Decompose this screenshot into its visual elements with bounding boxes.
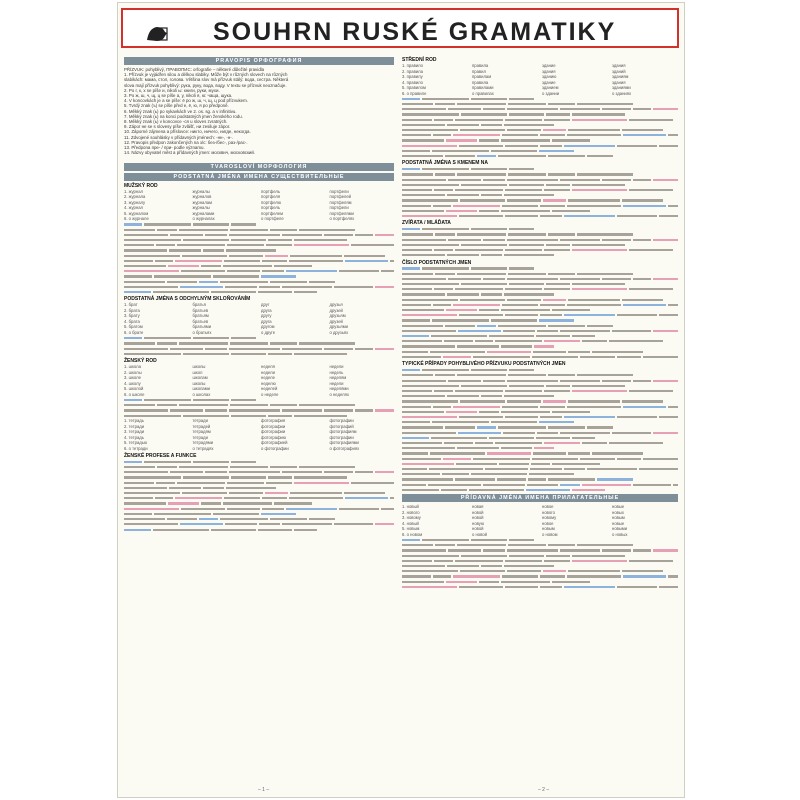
- text-block: [402, 96, 678, 158]
- pravopis-line: 7. Měkký znak (ь) na konci podstatných jmen ženského rodu.: [124, 113, 243, 119]
- table-cell: 2. брата: [124, 307, 140, 313]
- table-cell: тетрадям: [192, 429, 211, 435]
- table-cell: правила: [472, 79, 489, 85]
- table-cell: фотографии: [329, 434, 354, 440]
- table-cell: портфелями: [329, 210, 354, 216]
- table-cell: неделей: [261, 386, 278, 392]
- table-cell: друга: [261, 307, 272, 313]
- declension-table-tetrad: [124, 418, 394, 451]
- page-title: SOUHRN RUSKÉ GRAMATIKY: [213, 18, 617, 46]
- subheading-zensky-rod: ŽENSKÝ ROD: [124, 358, 157, 365]
- section-header-tvaroslovi: TVAROSLOVÍ МОРФОЛОГИЯ: [124, 163, 394, 171]
- text-line: [124, 268, 394, 273]
- table-cell: неделю: [261, 380, 276, 386]
- pravopis-line: 8. Měkký znak (ь) v koncovce -ся u sloves zvratných.: [124, 119, 228, 125]
- table-cell: 4. школу: [124, 380, 141, 386]
- table-cell: здание: [542, 79, 556, 85]
- table-cell: о школах: [192, 391, 211, 397]
- declension-table-stredni: [402, 63, 678, 96]
- table-cell: новой: [472, 509, 484, 515]
- text-line: [402, 252, 678, 257]
- table-cell: братьев: [192, 318, 209, 324]
- table-cell: здания: [542, 68, 556, 74]
- table-cell: 3. тетради: [124, 429, 145, 435]
- text-block: [124, 459, 394, 532]
- table-cell: братьями: [192, 324, 212, 330]
- text-line: [402, 287, 678, 292]
- text-line: [402, 339, 678, 344]
- table-cell: 3. журналу: [124, 199, 146, 205]
- pravopis-line: 2. Po г, к, х se píše и, nikoli ы: книги, руки, мухи.: [124, 87, 220, 93]
- table-cell: о новой: [472, 531, 487, 537]
- section-header-podstatna: PODSTATNÁ JMÉNA ИМЕНА СУЩЕСТВИТЕЛЬНЫЕ: [124, 173, 394, 181]
- pravopis-line: 9. Zápor не se s slovesy píše zvlášť, ни zesiluje zápor.: [124, 124, 231, 130]
- section-header-pridavna: PŘÍDAVNÁ JMÉNA ИМЕНА ПРИЛАГАТЕЛЬНЫЕ: [402, 494, 678, 502]
- table-cell: школы: [192, 380, 206, 386]
- text-line: [124, 242, 394, 247]
- table-cell: 1. брат: [124, 302, 138, 308]
- pravopis-line: 1. Přízvuk je vyjádřen silou a délkou slabiky. Může být v různých slovech na různých: [124, 72, 288, 78]
- table-cell: неделями: [329, 386, 349, 392]
- text-line: [402, 132, 678, 137]
- table-cell: новых: [612, 509, 624, 515]
- text-line: [402, 487, 678, 492]
- text-line: [124, 351, 394, 356]
- table-cell: зданием: [542, 85, 559, 90]
- table-cell: фотографией: [261, 440, 288, 446]
- table-cell: 4. тетрадь: [124, 434, 144, 440]
- table-cell: портфеля: [261, 194, 281, 200]
- table-cell: новая: [472, 504, 484, 510]
- pravopis-line: 3. Po ж, ш, ч, щ, ц se píše а, у, nikoli я, ю: чаща, щука.: [124, 93, 233, 99]
- text-line: [402, 568, 678, 573]
- table-cell: неделя: [261, 364, 275, 370]
- table-cell: о неделе: [261, 391, 279, 397]
- table-cell: зданий: [612, 68, 626, 74]
- table-cell: о новом: [542, 531, 558, 537]
- table-cell: о братьях: [192, 329, 212, 335]
- table-cell: 3. школе: [124, 375, 141, 381]
- table-cell: 3. правилу: [402, 74, 423, 79]
- table-cell: о новых: [612, 531, 628, 537]
- table-cell: школ: [192, 369, 203, 375]
- text-block: [402, 226, 678, 257]
- table-cell: о фотографии: [261, 445, 289, 451]
- table-cell: фотографии: [261, 423, 286, 429]
- subheading-muzsky-rod: MUŽSKÝ ROD: [124, 182, 158, 189]
- right-column: [402, 55, 678, 785]
- table-cell: тетради: [192, 434, 208, 440]
- table-cell: новой: [472, 526, 484, 532]
- table-cell: нового: [542, 509, 555, 515]
- text-block: [402, 166, 678, 218]
- table-cell: 4. правило: [402, 79, 423, 85]
- table-cell: школами: [192, 386, 210, 392]
- table-cell: журналов: [192, 194, 212, 200]
- table-cell: новые: [612, 520, 625, 526]
- table-cell: 2. школы: [124, 369, 142, 375]
- table-cell: недели: [329, 364, 344, 370]
- table-cell: фотографиям: [329, 429, 357, 435]
- pravopis-line: 10. Záporné zájmena a příslovce: никто, ничего, нигде, некогда.: [124, 129, 251, 135]
- table-cell: 2. журнала: [124, 194, 146, 200]
- table-cell: портфель: [261, 188, 281, 194]
- left-column: [124, 55, 394, 785]
- table-cell: о правилах: [472, 90, 494, 96]
- table-cell: 5. школой: [124, 386, 144, 392]
- table-cell: 4. новый: [402, 520, 419, 526]
- table-cell: портфелем: [261, 210, 284, 216]
- pravopis-line: PŘÍZVUK: pohyblivý, ПРАВОПИС: orfografie – některé důležité pravidla: [124, 67, 265, 72]
- table-cell: зданиям: [612, 74, 629, 79]
- table-cell: друга: [261, 318, 272, 324]
- table-cell: недели: [261, 369, 275, 375]
- table-cell: новым: [542, 526, 555, 532]
- table-cell: 1. тетрадь: [124, 418, 144, 424]
- table-cell: 5. братом: [124, 324, 143, 330]
- table-cell: школам: [192, 375, 208, 381]
- pravopis-line: slova mají přízvuk pohyblivý: рука, руку, вода, воду. V textu se přízvuk neoznačuje.: [124, 82, 287, 88]
- table-cell: другу: [261, 313, 272, 319]
- text-line: [124, 403, 394, 408]
- table-cell: журналами: [192, 210, 215, 216]
- subheading-zenske-profese: ŽENSKÉ PROFESE A FUNKCE: [124, 453, 197, 460]
- table-cell: фотографий: [329, 423, 354, 429]
- text-line: [402, 399, 678, 404]
- table-cell: недель: [329, 369, 344, 375]
- table-cell: 1. школа: [124, 364, 141, 370]
- table-cell: фотографию: [261, 434, 286, 440]
- table-cell: 6. о школе: [124, 391, 145, 397]
- table-cell: друг: [261, 302, 270, 308]
- table-cell: о портфелях: [329, 216, 355, 222]
- table-cell: братьев: [192, 307, 209, 313]
- table-cell: фотография: [261, 418, 286, 424]
- table-cell: 4. брата: [124, 318, 140, 324]
- table-cell: о журналах: [192, 216, 215, 222]
- table-cell: портфелю: [261, 199, 281, 205]
- table-cell: друзей: [329, 318, 343, 324]
- text-line: [124, 527, 394, 532]
- table-cell: 1. новый: [402, 504, 419, 510]
- table-cell: правил: [472, 68, 486, 74]
- table-cell: неделям: [329, 375, 347, 381]
- table-cell: новое: [542, 504, 554, 510]
- pravopis-line: slabikách: мама, стол, голова. Většina slov má přízvuk stálý: вода, сестра. Některá: [124, 77, 289, 83]
- table-cell: зданию: [542, 74, 557, 79]
- table-cell: 6. о правиле: [402, 90, 427, 96]
- table-cell: портфель: [261, 205, 281, 211]
- table-cell: о неделях: [329, 391, 349, 397]
- table-cell: новую: [472, 520, 485, 526]
- table-cell: 6. о новом: [402, 531, 423, 537]
- table-cell: 5. правилом: [402, 85, 426, 90]
- subheading-typicke: TYPICKÉ PŘÍPADY POHYBLIVÉHO PŘÍZVUKU PODSTATNÝCH JMEN: [402, 361, 566, 368]
- table-cell: фотографии: [261, 429, 286, 435]
- table-cell: друзьям: [329, 313, 346, 319]
- table-cell: правила: [472, 63, 489, 68]
- table-cell: друзья: [329, 302, 343, 308]
- text-line: [124, 289, 394, 294]
- pravopis-line: 14. Názvy obyvatel měst a přídavných jmen: москвич, московский.: [124, 150, 256, 156]
- table-cell: здания: [612, 79, 626, 85]
- table-cell: новыми: [612, 526, 628, 532]
- table-cell: журналы: [192, 205, 210, 211]
- text-line: [402, 153, 678, 158]
- table-cell: о портфеле: [261, 216, 284, 222]
- table-cell: новой: [472, 515, 484, 521]
- pravopis-list: [124, 67, 394, 155]
- table-cell: новые: [612, 504, 625, 510]
- subheading-cislo: ČÍSLO PODSTATNÝCH JMEN: [402, 259, 472, 266]
- text-line: [402, 213, 678, 218]
- table-cell: школы: [192, 364, 206, 370]
- text-line: [124, 496, 394, 501]
- table-cell: о фотографиях: [329, 445, 360, 451]
- text-block: [402, 367, 678, 492]
- table-cell: 1. правило: [402, 63, 423, 68]
- table-cell: тетрадями: [192, 440, 214, 446]
- text-line: [124, 490, 394, 495]
- declension-table-muzsky: [124, 189, 394, 222]
- table-cell: здания: [612, 63, 626, 68]
- subheading-odchylky: PODSTATNÁ JMÉNA S ODCHYLNÝM SKLOŇOVÁNÍM: [124, 296, 251, 303]
- table-cell: о зданиях: [612, 90, 632, 96]
- text-block: [402, 266, 678, 360]
- table-cell: неделе: [261, 375, 275, 381]
- table-cell: 3. брату: [124, 313, 140, 319]
- page-number-right: – 2 –: [538, 787, 550, 793]
- pravopis-line: 4. V koncovkách je a se píše: ё po ж, ш, ч, щ, ц pod přízvukem.: [124, 98, 248, 104]
- table-cell: недели: [329, 380, 344, 386]
- table-cell: 3. новому: [402, 515, 421, 521]
- pravopis-line: 6. Měkký znak (ь) po sykavkách ve 2. os. sg. a v infinitivu.: [124, 108, 237, 114]
- text-block: [124, 335, 394, 356]
- table-cell: портфелей: [329, 194, 351, 200]
- table-cell: 2. нового: [402, 509, 420, 515]
- table-cell: братьям: [192, 313, 209, 319]
- table-cell: о друзьях: [329, 329, 349, 335]
- text-block: [124, 397, 394, 418]
- pravopis-line: 13. Předpona пре- / при- podle významu.: [124, 145, 205, 151]
- table-cell: о тетрадях: [192, 445, 214, 451]
- dog-head-icon: [145, 24, 169, 44]
- table-cell: о друге: [261, 329, 276, 335]
- table-cell: о здании: [542, 90, 560, 96]
- section-header-pravopis: PRAVOPIS ОРФОГРАФИЯ: [124, 57, 394, 65]
- title-banner: [121, 8, 679, 48]
- table-cell: 5. тетрадью: [124, 440, 148, 446]
- subheading-kmen: PODSTATNÁ JMÉNA S KMENEM NA: [402, 160, 489, 167]
- table-cell: новому: [542, 515, 557, 521]
- table-cell: 2. правила: [402, 68, 423, 74]
- table-cell: портфели: [329, 205, 349, 211]
- pravopis-line: 12. Pravopis předpon zakončených na з/с: без-/бес-, раз-/рас-.: [124, 139, 248, 145]
- text-line: [124, 464, 394, 469]
- table-cell: друзей: [329, 307, 343, 313]
- table-cell: фотографиями: [329, 440, 359, 446]
- text-line: [124, 522, 394, 527]
- table-cell: 5. журналом: [124, 210, 149, 216]
- text-line: [402, 106, 678, 111]
- table-cell: 2. тетради: [124, 423, 145, 429]
- subheading-stredni-rod: STŘEDNÍ ROD: [402, 57, 437, 63]
- table-cell: портфелям: [329, 199, 352, 205]
- table-cell: новым: [612, 515, 625, 521]
- text-block: [124, 222, 394, 295]
- declension-table-zensky: [124, 364, 394, 397]
- table-cell: 5. новым: [402, 526, 420, 532]
- table-cell: 1. журнал: [124, 188, 143, 194]
- pravopis-line: 5. Tvrdý znak (ъ) se píše před е, ё, ю, я po předponě.: [124, 103, 229, 109]
- table-cell: 6. о тетради: [124, 445, 148, 451]
- table-cell: правилам: [472, 74, 492, 79]
- table-cell: 6. о брате: [124, 329, 144, 335]
- text-line: [402, 354, 678, 359]
- declension-table-adjectives: [402, 504, 678, 537]
- pravopis-line: 11. Zdvojené souhlásky v přídavných jménech: -нн-, -н-.: [124, 134, 233, 140]
- text-block: [402, 537, 678, 589]
- page-number-left: – 1 –: [258, 787, 270, 793]
- table-cell: тетрадей: [192, 423, 211, 429]
- table-cell: фотографии: [329, 418, 354, 424]
- table-cell: другом: [261, 324, 275, 330]
- table-cell: 6. о журнале: [124, 216, 149, 222]
- text-line: [402, 313, 678, 318]
- table-cell: тетради: [192, 418, 208, 424]
- subheading-zvirata: ZVÍŘATA / MLÁĎATA: [402, 220, 451, 227]
- table-cell: здание: [542, 63, 556, 68]
- declension-table-odchylky: [124, 302, 394, 335]
- table-cell: друзьями: [329, 324, 348, 330]
- text-line: [402, 584, 678, 589]
- grammar-sheet: [117, 2, 685, 798]
- table-cell: 4. журнал: [124, 205, 143, 211]
- text-line: [124, 470, 394, 475]
- table-cell: журналы: [192, 188, 210, 194]
- table-cell: новое: [542, 520, 554, 526]
- table-cell: журналам: [192, 199, 213, 205]
- table-cell: правилами: [472, 85, 494, 90]
- table-cell: зданиями: [612, 85, 631, 90]
- table-cell: братья: [192, 302, 206, 308]
- table-cell: портфели: [329, 188, 349, 194]
